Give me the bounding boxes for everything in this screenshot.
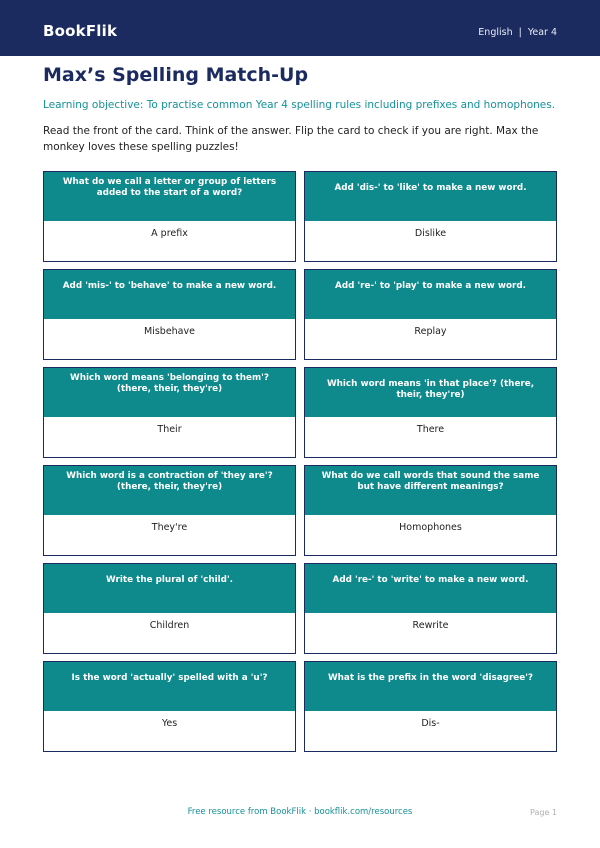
flash-card[interactable]: [304, 367, 557, 458]
flash-card[interactable]: [304, 171, 557, 262]
card-back-answer: Homophones: [399, 522, 462, 533]
flash-card[interactable]: [43, 563, 296, 654]
flash-card[interactable]: [304, 269, 557, 360]
card-front-question: Is the word 'actually' spelled with a 'u'?: [44, 662, 295, 711]
card-back-answer: Replay: [414, 326, 447, 337]
card-grid: [43, 171, 557, 752]
card-front-question: Which word means 'in that place'? (there, their, they're): [305, 368, 556, 417]
card-front-question: Which word means 'belonging to them'? (there, their, they're): [44, 368, 295, 417]
card-back-answer: Children: [149, 620, 190, 631]
card-back-answer: Dislike: [414, 228, 447, 239]
card-front-question: Write the plural of 'child'.: [44, 564, 295, 613]
brand-logo[interactable]: BookFlik: [43, 22, 118, 40]
card-front-question: Which word is a contraction of 'they are'? (there, their, they're): [44, 466, 295, 515]
flash-card[interactable]: [43, 269, 296, 360]
top-bar: [0, 0, 600, 56]
card-back-answer: There: [416, 424, 445, 435]
breadcrumb-subject[interactable]: English: [478, 27, 513, 38]
card-back-answer: Dis-: [421, 718, 440, 729]
card-back-answer: Their: [157, 424, 182, 435]
flash-card[interactable]: [304, 465, 557, 556]
card-back-answer: Yes: [161, 718, 178, 729]
learning-objective: Learning objective: To practise common Year 4 spelling rules including prefixes and homophones.: [43, 99, 556, 111]
flash-card[interactable]: [43, 661, 296, 752]
instructions: Read the front of the card. Think of the answer. Flip the card to check if you are right. Max the monkey loves these spelling puzzles!: [43, 125, 539, 153]
card-front-question: What do we call a letter or group of letters added to the start of a word?: [44, 172, 295, 221]
card-front-question: Add 'mis-' to 'behave' to make a new word.: [44, 270, 295, 319]
card-back-answer: They're: [151, 522, 188, 533]
card-front-question: Add 're-' to 'play' to make a new word.: [305, 270, 556, 319]
flash-card[interactable]: [43, 171, 296, 262]
flash-card[interactable]: [43, 367, 296, 458]
footer-link[interactable]: Free resource from BookFlik · bookflik.com/resources: [187, 807, 413, 817]
breadcrumb: [478, 27, 557, 38]
page-number: Page 1: [530, 808, 557, 817]
card-front-question: What is the prefix in the word 'disagree'?: [305, 662, 556, 711]
page-title: Max’s Spelling Match-Up: [43, 64, 309, 86]
breadcrumb-separator: |: [518, 27, 522, 38]
card-back-answer: Misbehave: [144, 326, 195, 337]
flash-card[interactable]: [304, 661, 557, 752]
card-front-question: Add 're-' to 'write' to make a new word.: [305, 564, 556, 613]
card-back-answer: Rewrite: [412, 620, 449, 631]
flash-card[interactable]: [43, 465, 296, 556]
card-front-question: What do we call words that sound the same but have different meanings?: [305, 466, 556, 515]
card-back-answer: A prefix: [151, 228, 188, 239]
card-front-question: Add 'dis-' to 'like' to make a new word.: [305, 172, 556, 221]
flash-card[interactable]: [304, 563, 557, 654]
breadcrumb-level[interactable]: Year 4: [527, 27, 557, 38]
